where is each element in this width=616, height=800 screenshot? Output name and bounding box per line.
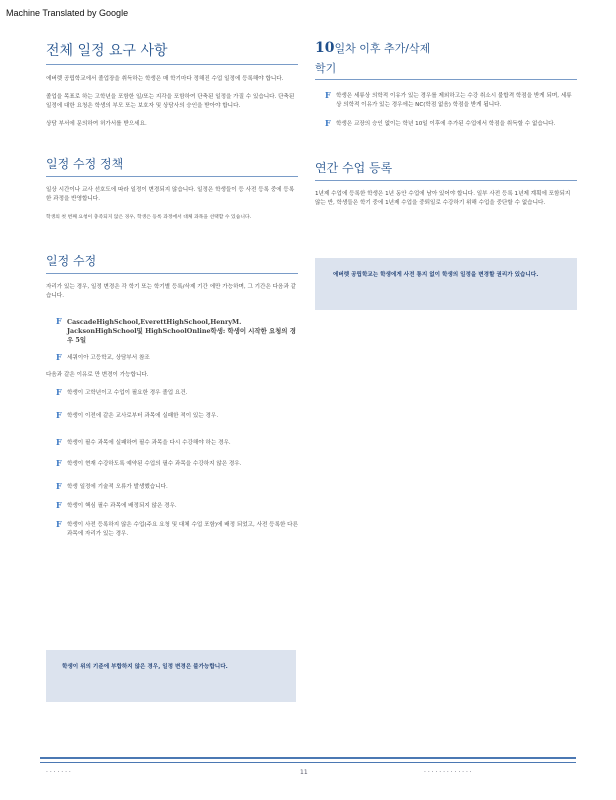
page-number: 11 bbox=[300, 769, 308, 776]
bullet-icon: F bbox=[56, 410, 62, 420]
paragraph: 에버렛 공립학교에서 졸업장을 취득하는 학생은 매 학기마다 정해진 수업 일정에 등록해야 합니다. bbox=[46, 76, 284, 82]
machine-translated-banner: Machine Translated by Google bbox=[6, 8, 129, 18]
list-item bbox=[56, 439, 298, 448]
section-title-schedule-policy: 일정 수정 정책 bbox=[46, 155, 298, 177]
list-item bbox=[56, 318, 298, 345]
paragraph: 졸업을 목표로 하는 고학년을 포함한 일/또는 지각을 포함하여 단축된 일정을 가질 수 있습니다. 단축된 일정에 대한 요청은 학생의 부모 또는 보호자 및 상담사의 승인을 받아야 합니다. bbox=[46, 94, 295, 109]
right-column bbox=[315, 40, 577, 208]
list-item bbox=[56, 389, 298, 398]
title-text: 일차 이후 추가/삭제 bbox=[334, 42, 431, 55]
left-column bbox=[46, 40, 298, 539]
bullet-icon: F bbox=[56, 437, 62, 447]
list-item-text: 학생 일정에 기술적 오류가 발생했습니다. bbox=[67, 484, 168, 490]
list-item bbox=[56, 502, 298, 511]
list-item bbox=[325, 92, 577, 110]
paragraph: 자리가 있는 경우, 일정 변경은 각 학기 또는 학기별 등록/삭제 기간 에만 가능하며, 그 기간은 다음과 같습니다. bbox=[46, 284, 297, 299]
section-title-schedule-requirements: 전체 일정 요구 사항 bbox=[46, 40, 298, 65]
footer-left-text: · · · · · · · bbox=[46, 769, 71, 776]
list-item bbox=[56, 354, 298, 363]
section-title-schedule-changes: 일정 수정 bbox=[46, 252, 298, 274]
list-item-text: 학생이 사전 등록하지 않은 수업(주요 요청 및 대체 수업 포함)에 배정 되었고, 사전 등록한 다른 과목에 자리가 있는 경우. bbox=[67, 522, 298, 537]
list-item bbox=[56, 412, 298, 421]
list-item-text: 학생은 교장의 승인 없이는 학년 10일 이후에 추가된 수업에서 학점을 취득할 수 없습니다. bbox=[336, 121, 556, 127]
bullet-icon: F bbox=[325, 90, 331, 100]
bullet-icon: F bbox=[56, 316, 62, 326]
bullet-icon: F bbox=[56, 387, 62, 397]
footer-rule bbox=[40, 757, 576, 759]
bullet-icon: F bbox=[56, 500, 62, 510]
list-item-text: 학생이 현재 수강하도록 예약된 수업의 필수 과목을 수강하지 않은 경우. bbox=[67, 461, 242, 467]
paragraph: 1년제 수업에 등록한 학생은 1년 동안 수업에 남아 있어야 합니다. 일부 사전 등록 1년제 계획에 포함되지 않는 반, 학생들은 학기 중에 1년제 수업을 중퇴일로 수강하기 위해 수업을 중단할 수 없습니다. bbox=[315, 191, 571, 206]
paragraph: 상담 부서에 문의하여 허가서를 받으세요. bbox=[46, 121, 147, 127]
title-line-2: 학기 bbox=[315, 62, 337, 75]
footer-right-text: · · · · · · · · · · · · · bbox=[424, 769, 472, 776]
note-text: 에버렛 공립학교는 학생에게 사전 통지 없이 학생의 일정을 변경할 권리가 있습니다. bbox=[333, 272, 539, 278]
list-item-text: 학생이 고학년이고 수업이 필요한 경우 졸업 요건. bbox=[67, 390, 188, 396]
list-item-text: 학생이 필수 과목에 실패하여 필수 과목을 다시 수강해야 하는 경우. bbox=[67, 440, 231, 446]
paragraph: 학생의 첫 번째 요청이 충족되지 않은 경우, 학생은 등록 과정에서 대체 과목을 선택할 수 있습니다. bbox=[46, 215, 252, 220]
section-title-add-drop bbox=[315, 40, 577, 80]
section-title-yearlong-enrollment: 연간 수업 등록 bbox=[315, 159, 577, 181]
note-box-right bbox=[315, 258, 577, 310]
list-item bbox=[56, 460, 298, 469]
title-number: 10 bbox=[315, 40, 335, 56]
bullet-icon: F bbox=[56, 458, 62, 468]
paragraph: 일상 시간이나 교사 선호도에 따라 일정이 변경되지 않습니다. 일정은 학생들이 등 사전 등록 중에 등록한 과정을 반영합니다. bbox=[46, 187, 295, 202]
note-text: 학생이 위의 기준에 부합하지 않은 경우, 일정 변경은 불가능합니다. bbox=[62, 664, 228, 670]
bullet-icon: F bbox=[56, 352, 62, 362]
footer-rule-thin bbox=[40, 762, 576, 763]
list-item-text: 세쿼이아 고등학교, 상담부서 참조 bbox=[67, 355, 150, 361]
list-item bbox=[56, 521, 298, 539]
paragraph: 다음과 같은 이유로 만 변경이 가능합니다. bbox=[46, 372, 149, 378]
list-item bbox=[56, 483, 298, 492]
bullet-icon: F bbox=[56, 519, 62, 529]
list-item-text: 학생이 핵심 필수 과목에 배정되지 않은 경우. bbox=[67, 503, 177, 509]
list-item-text: 학생은 세류상 의학적 이유가 있는 경우를 제외하고는 수강 취소시 불합격 학점을 받게 되며, 세류상 의학적 이유가 있는 경우에는 NC(학점 없음) 학점을 받게 됩니다. bbox=[336, 93, 572, 108]
list-item bbox=[325, 120, 577, 129]
bullet-icon: F bbox=[56, 481, 62, 491]
list-item-text: CascadeHighSchool,EverettHighSchool,HenryM. JacksonHighSchool및 HighSchoolOnline학생: 학생이 시작한 요청의 경우 5일 bbox=[67, 318, 296, 344]
list-item-text: 학생이 이전에 같은 교사로부터 과목에 실패한 적이 있는 경우. bbox=[67, 413, 219, 419]
bullet-icon: F bbox=[325, 118, 331, 128]
note-box-left bbox=[46, 650, 296, 702]
